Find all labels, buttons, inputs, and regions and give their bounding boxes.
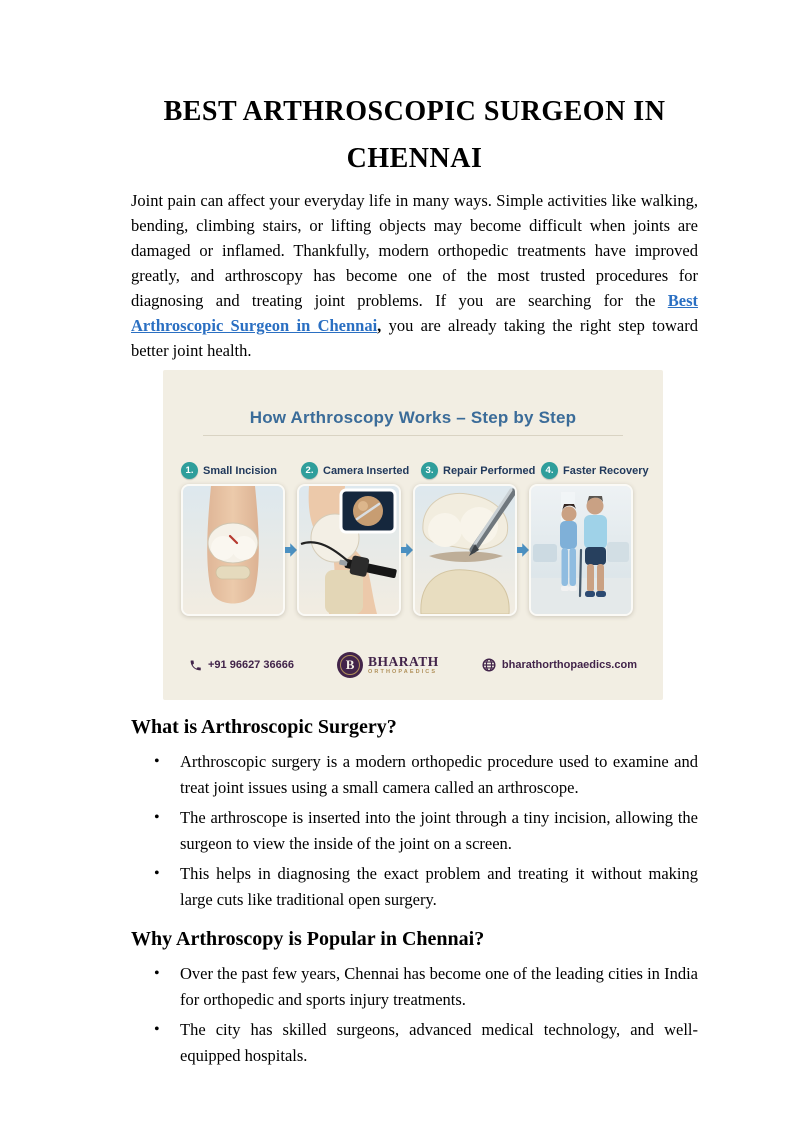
- page-title-line2: CHENNAI: [346, 143, 483, 174]
- bharath-orthopaedics-logo: [337, 652, 439, 678]
- intro-text-after-link: you are already taking the right step toward better joint health.: [131, 316, 698, 360]
- step-number-badge: 3.: [421, 462, 438, 479]
- knee-arthroscope-image: [299, 486, 399, 614]
- joint-repair-image: [415, 486, 515, 614]
- infographic-title-divider: [203, 435, 623, 436]
- small-incision-illustration: [181, 484, 285, 616]
- patient-recovery-image: [531, 486, 631, 614]
- infographic-step-labels: [163, 462, 663, 479]
- step-number-badge: 1.: [181, 462, 198, 479]
- intro-text-before-link: Joint pain can affect your everyday life in many ways. Simple activities like walking, bending, climbing stairs, or lifting objects may become difficult when joints are damaged or inflamed. Thankfully, modern orthopedic treatments have improved greatly, and arthroscopy has become one of the most trusted procedures for diagnosing and treating joint problems. If you are searching for the: [131, 191, 698, 310]
- section-heading-why-arthroscopy-popular: Why Arthroscopy is Popular in Chennai?: [131, 928, 485, 950]
- step-label-small-incision: 1. Small Incision: [181, 462, 285, 479]
- globe-icon: [482, 658, 496, 672]
- arrow-right-icon: [517, 539, 529, 561]
- infographic-title: How Arthroscopy Works – Step by Step: [249, 408, 577, 427]
- faster-recovery-illustration: [529, 484, 633, 616]
- list-item: • This helps in diagnosing the exact problem and treating it without making large cuts like traditional open surgery.: [180, 861, 698, 912]
- phone-icon: [189, 659, 202, 672]
- phone-number: +91 96627 36666: [208, 659, 294, 671]
- step-number-badge: 4.: [541, 462, 558, 479]
- arrow-right-icon: [285, 539, 297, 561]
- website-contact: [482, 658, 637, 672]
- list-item: • Over the past few years, Chennai has become one of the leading cities in India for orthopedic and sports injury treatments.: [180, 961, 698, 1012]
- website-url: bharathorthopaedics.com: [501, 659, 637, 671]
- step-label-camera-inserted: 2. Camera Inserted: [301, 462, 405, 479]
- page-title-line1: BEST ARTHROSCOPIC SURGEON IN: [163, 96, 666, 127]
- what-is-arthroscopy-list: [131, 749, 698, 912]
- knee-front-image: [183, 486, 283, 614]
- intro-bold-comma: ,: [377, 316, 382, 335]
- arrow-right-icon: [401, 539, 413, 561]
- list-item: • The arthroscope is inserted into the joint through a tiny incision, allowing the surgeon to view the inside of the joint on a screen.: [180, 805, 698, 856]
- intro-paragraph: [131, 188, 698, 363]
- infographic-footer: [163, 652, 663, 678]
- list-item: • The city has skilled surgeons, advanced medical technology, and well-equipped hospitals.: [180, 1017, 698, 1068]
- list-item: • Arthroscopic surgery is a modern orthopedic procedure used to examine and treat joint issues using a small camera called an arthroscope.: [180, 749, 698, 800]
- infographic-panels: [163, 484, 663, 616]
- best-arthroscopic-surgeon-link[interactable]: Best Arthroscopic Surgeon in Chennai: [131, 291, 698, 335]
- arthroscopy-infographic[interactable]: [163, 370, 663, 700]
- logo-subtitle: ORTHOPAEDICS: [368, 669, 438, 675]
- camera-inserted-illustration: [297, 484, 401, 616]
- phone-contact: [189, 659, 294, 672]
- step-label-faster-recovery: 4. Faster Recovery: [541, 462, 645, 479]
- step-number-badge: 2.: [301, 462, 318, 479]
- step-label-repair-performed: 3. Repair Performed: [421, 462, 525, 479]
- why-popular-list: [131, 961, 698, 1068]
- logo-name: BHARATH: [368, 653, 439, 669]
- page-title: [131, 0, 698, 182]
- repair-performed-illustration: [413, 484, 517, 616]
- section-heading-what-is-arthroscopic-surgery: What is Arthroscopic Surgery?: [131, 716, 397, 738]
- logo-monogram-icon: B: [337, 652, 363, 678]
